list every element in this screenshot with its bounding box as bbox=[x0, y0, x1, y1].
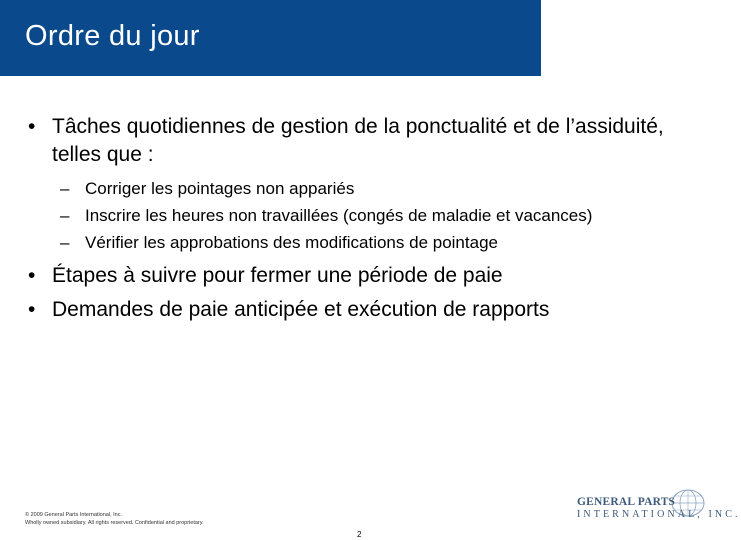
slide-title: Ordre du jour bbox=[25, 20, 200, 52]
bullet-marker: • bbox=[28, 115, 36, 138]
sub-bullet-text: Corriger les pointages non appariés bbox=[85, 179, 355, 198]
company-logo bbox=[565, 488, 741, 528]
sub-bullet-item bbox=[28, 231, 688, 254]
sub-bullet-text: Inscrire les heures non travaillées (congés de maladie et vacances) bbox=[85, 206, 593, 225]
bullet-item bbox=[28, 113, 688, 169]
bullet-marker: • bbox=[28, 298, 36, 321]
bullet-text: Étapes à suivre pour fermer une période de paie bbox=[52, 264, 503, 287]
copyright-notice bbox=[25, 511, 204, 527]
sub-bullet-list bbox=[28, 177, 688, 254]
dash-marker: – bbox=[60, 233, 70, 252]
logo-subwordmark: INTERNATIONAL, INC. bbox=[577, 509, 741, 520]
bullet-marker: • bbox=[28, 264, 36, 287]
copyright-line: © 2009 General Parts International, Inc. bbox=[25, 512, 122, 518]
slide-body bbox=[28, 113, 688, 324]
title-bar-edge bbox=[538, 0, 541, 76]
bullet-text: Demandes de paie anticipée et exécution de rapports bbox=[52, 298, 550, 321]
dash-marker: – bbox=[60, 206, 70, 225]
sub-bullet-text: Vérifier les approbations des modifications de pointage bbox=[85, 233, 498, 252]
bullet-item bbox=[28, 296, 688, 324]
bullet-text: Tâches quotidiennes de gestion de la ponctualité et de l’assiduité, telles que : bbox=[52, 115, 664, 166]
bullet-item bbox=[28, 262, 688, 290]
sub-bullet-item bbox=[28, 204, 688, 227]
logo-wordmark: GENERAL PARTS bbox=[577, 496, 676, 508]
sub-bullet-item bbox=[28, 177, 688, 200]
dash-marker: – bbox=[60, 179, 70, 198]
page-number: 2 bbox=[357, 530, 362, 539]
copyright-line: Wholly owned subsidiary. All rights reserved. Confidential and proprietary. bbox=[25, 520, 204, 526]
